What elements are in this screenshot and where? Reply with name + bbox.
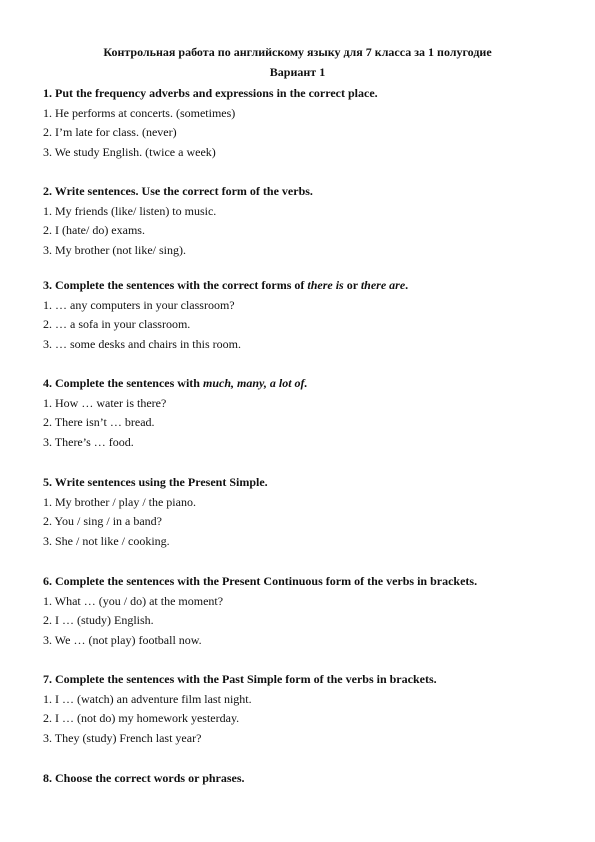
exercise-6 [43, 572, 565, 650]
exercise-1-item-2: 2. I’m late for class. (never) [43, 125, 177, 139]
exercise-3-heading-end: . [405, 278, 409, 292]
exercise-4-item-3: 3. There’s … food. [43, 434, 134, 449]
exercise-1-heading: 1. Put the frequency adverbs and expressions in the correct place. [43, 86, 378, 100]
exercise-7-item-2: 2. I … (not do) my homework yesterday. [43, 711, 240, 725]
exercise-3-heading-or: or [343, 278, 361, 292]
document-title: Контрольная работа по английскому языку для 7 класса за 1 полугодие [103, 45, 492, 59]
exercise-2-item-2: 2. I (hate/ do) exams. [43, 223, 145, 237]
exercise-5-heading: 5. Write sentences using the Present Simple. [43, 475, 268, 489]
exercise-8 [43, 769, 565, 789]
exercise-3-heading [43, 276, 565, 296]
exercise-1-item-3: 3. We study English. (twice a week) [43, 144, 216, 159]
exercise-5 [43, 473, 565, 551]
exercise-3 [43, 276, 565, 354]
exercise-8-heading: 8. Choose the correct words or phrases. [43, 771, 245, 785]
exercise-3-item-1: 1. … any computers in your classroom? [43, 297, 235, 312]
exercise-5-item-1: 1. My brother / play / the piano. [43, 494, 196, 509]
exercise-3-heading-there-are: there are [360, 278, 406, 292]
exercise-3-heading-text: 3. Complete the sentences with the correct forms of [43, 278, 308, 292]
exercise-3-item-2: 2. … a sofa in your classroom. [43, 317, 191, 331]
exercise-3-heading-there-is: there is [307, 278, 344, 292]
exercise-2 [43, 182, 565, 260]
exercise-7-item-1: 1. I … (watch) an adventure film last night. [43, 691, 252, 706]
exercise-4 [43, 374, 565, 452]
exercise-4-item-2: 2. There isn’t … bread. [43, 415, 155, 429]
exercise-7-item-3: 3. They (study) French last year? [43, 730, 202, 745]
exercise-6-item-3: 3. We … (not play) football now. [43, 632, 202, 647]
exercise-6-item-1: 1. What … (you / do) at the moment? [43, 593, 224, 608]
exercise-2-heading: 2. Write sentences. Use the correct form of the verbs. [43, 184, 313, 198]
exercise-4-heading [43, 374, 565, 394]
exercise-7 [43, 670, 565, 748]
exercise-4-heading-quantifiers: much, many, a lot of. [202, 376, 308, 390]
exercise-3-item-3: 3. … some desks and chairs in this room. [43, 336, 241, 351]
exercise-5-item-3: 3. She / not like / cooking. [43, 533, 170, 548]
exercise-7-heading: 7. Complete the sentences with the Past Simple form of the verbs in brackets. [43, 672, 437, 686]
exercise-2-item-3: 3. My brother (not like/ sing). [43, 242, 186, 257]
exercise-2-item-1: 1. My friends (like/ listen) to music. [43, 203, 217, 218]
variant-label: Вариант 1 [269, 65, 326, 79]
exercise-4-heading-text: 4. Complete the sentences with [43, 376, 203, 390]
exercise-6-item-2: 2. I … (study) English. [43, 613, 154, 627]
exercise-5-item-2: 2. You / sing / in a band? [43, 514, 163, 528]
exercise-1-item-1: 1. He performs at concerts. (sometimes) [43, 105, 236, 120]
exercise-6-heading: 6. Complete the sentences with the Present Continuous form of the verbs in brackets. [43, 574, 478, 588]
exercise-1 [43, 84, 565, 162]
exercise-4-item-1: 1. How … water is there? [43, 395, 167, 410]
